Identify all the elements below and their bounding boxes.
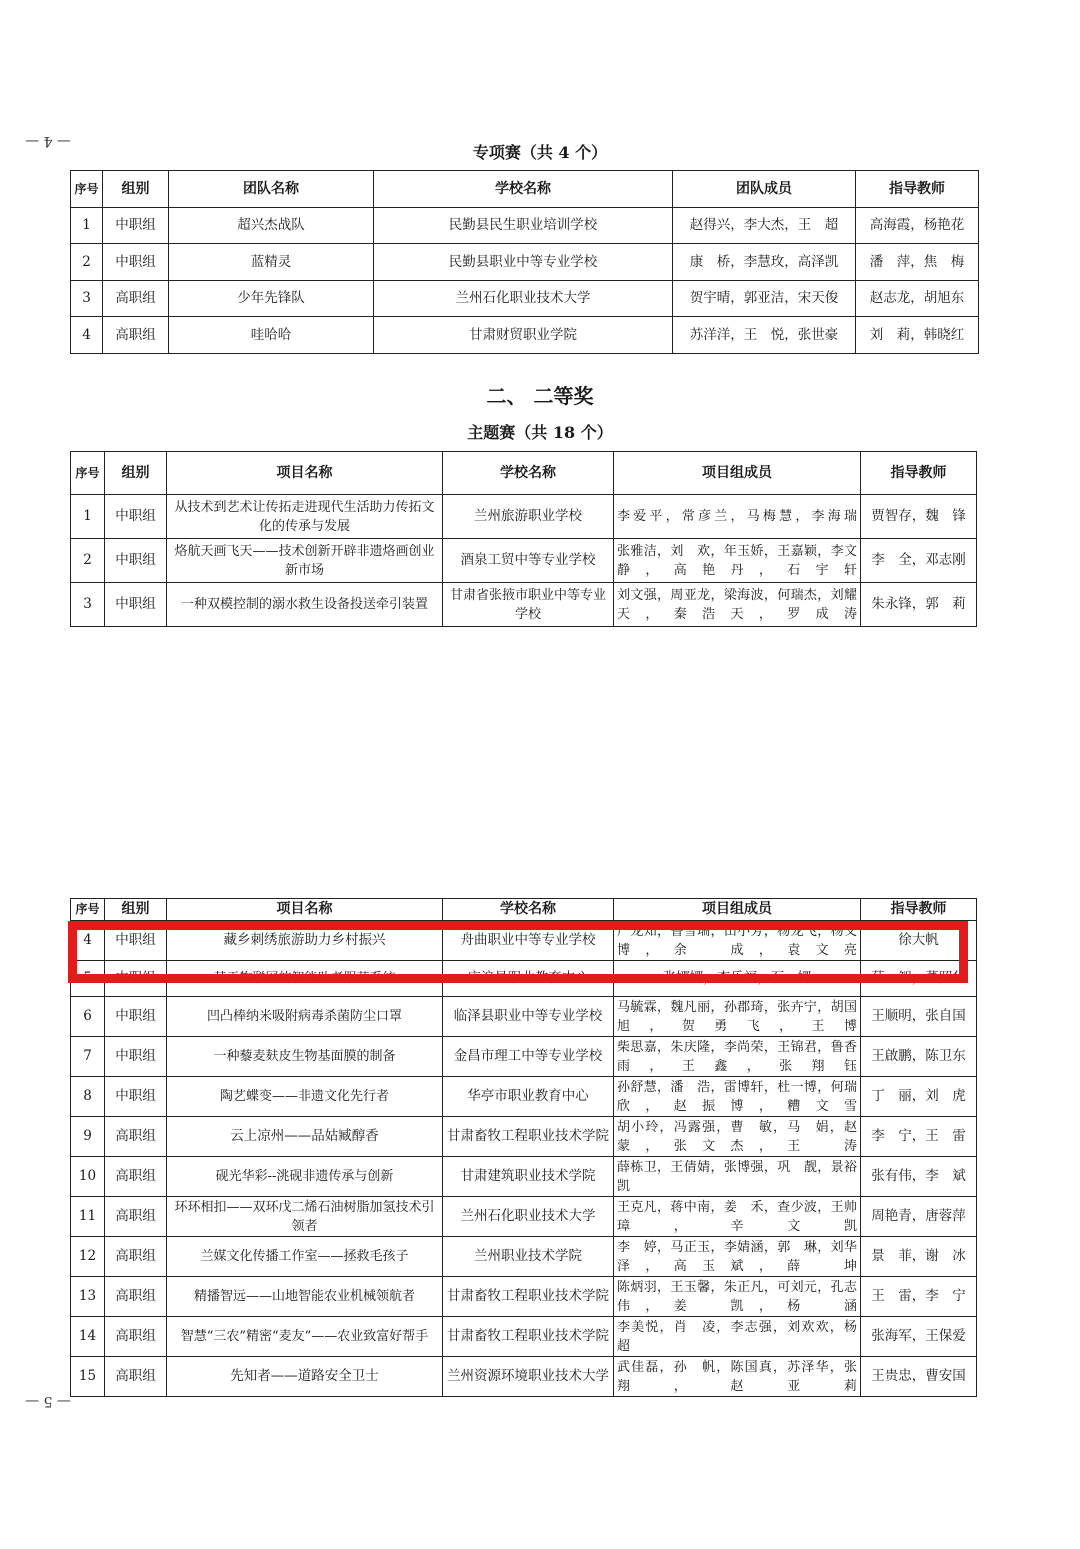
cell-teacher: 赵志龙，胡旭东 bbox=[856, 281, 979, 317]
cell-seq: 4 bbox=[71, 921, 105, 961]
table-row bbox=[71, 244, 979, 281]
cell-seq: 1 bbox=[71, 495, 105, 539]
cell-group: 中职组 bbox=[105, 961, 167, 997]
cell-project: 一种双模控制的溺水救生设备投送牵引装置 bbox=[167, 583, 443, 627]
cell-group: 高职组 bbox=[105, 1237, 167, 1277]
cell-seq: 11 bbox=[71, 1197, 105, 1237]
cell-teacher: 高海霞，杨艳花 bbox=[856, 208, 979, 244]
cell-school: 庄浪县职业教育中心 bbox=[443, 961, 614, 997]
table-row bbox=[71, 1357, 977, 1397]
cell-teacher: 贾智存，魏 锋 bbox=[861, 495, 977, 539]
cell-group: 中职组 bbox=[105, 539, 167, 583]
cell-project: 从技术到艺术让传拓走进现代生活助力传拓文化的传承与发展 bbox=[167, 495, 443, 539]
cell-school: 甘肃财贸职业学院 bbox=[374, 317, 673, 354]
header-group: 组别 bbox=[105, 899, 167, 921]
cell-group: 高职组 bbox=[105, 1117, 167, 1157]
cell-seq: 3 bbox=[71, 583, 105, 627]
cell-school: 民勤县职业中等专业学校 bbox=[374, 244, 673, 281]
table-row bbox=[71, 281, 979, 317]
cell-project: 基于物联网的智能助老服药系统 bbox=[167, 961, 443, 997]
cell-seq: 10 bbox=[71, 1157, 105, 1197]
cell-members: 李 婷，马正玉，李婧涵，郭 琳，刘华泽，高玉斌，薛 坤 bbox=[614, 1237, 861, 1277]
theme-title: 主题赛（共 18 个） bbox=[467, 423, 613, 442]
cell-school: 兰州石化职业技术大学 bbox=[443, 1197, 614, 1237]
cell-group: 中职组 bbox=[103, 244, 169, 281]
cell-school: 华亭市职业教育中心 bbox=[443, 1077, 614, 1117]
cell-teacher: 薛 智，董照华 bbox=[861, 961, 977, 997]
header-project: 团队名称 bbox=[169, 171, 374, 208]
table-row bbox=[71, 1157, 977, 1197]
cell-members: 王克凡，蒋中南，姜 禾，查少波，王帅璋，辛文凯 bbox=[614, 1197, 861, 1237]
cell-group: 中职组 bbox=[105, 583, 167, 627]
cell-members: 马毓霖，魏凡丽，孙郡琦，张卉宁，胡国旭，贺勇飞，王博 bbox=[614, 997, 861, 1037]
cell-members: 薛栋卫，王倩婧，张博强，巩 靓，景裕凯 bbox=[614, 1157, 861, 1197]
page-number-top: — 4 — bbox=[25, 132, 71, 149]
cell-project: 烙航天画飞天——技术创新开辟非遗烙画创业新市场 bbox=[167, 539, 443, 583]
cell-teacher: 潘 萍，焦 梅 bbox=[856, 244, 979, 281]
cell-project: 砚光华彩--洮砚非遗传承与创新 bbox=[167, 1157, 443, 1197]
cell-seq: 3 bbox=[71, 281, 103, 317]
header-school: 学校名称 bbox=[374, 171, 673, 208]
cell-school: 金昌市理工中等专业学校 bbox=[443, 1037, 614, 1077]
cell-school: 兰州职业技术学院 bbox=[443, 1237, 614, 1277]
cell-group: 中职组 bbox=[105, 921, 167, 961]
cell-project: 少年先锋队 bbox=[169, 281, 374, 317]
table-row bbox=[71, 997, 977, 1037]
cell-teacher: 王 雷，李 宁 bbox=[861, 1277, 977, 1317]
header-members: 团队成员 bbox=[673, 171, 856, 208]
cell-project: 蓝精灵 bbox=[169, 244, 374, 281]
table-row bbox=[71, 1317, 977, 1357]
cell-project: 智慧“三农”精密“麦友”——农业致富好帮手 bbox=[167, 1317, 443, 1357]
header-members: 项目组成员 bbox=[614, 452, 861, 495]
cell-school: 甘肃畜牧工程职业技术学院 bbox=[443, 1117, 614, 1157]
cell-group: 中职组 bbox=[105, 495, 167, 539]
page-number-bottom: — 5 — bbox=[25, 1392, 71, 1409]
header-seq: 序号 bbox=[71, 452, 105, 495]
header-seq: 序号 bbox=[71, 171, 103, 208]
cell-school: 甘肃建筑职业技术学院 bbox=[443, 1157, 614, 1197]
table-row bbox=[71, 1277, 977, 1317]
cell-seq: 8 bbox=[71, 1077, 105, 1117]
cell-seq: 4 bbox=[71, 317, 103, 354]
header-school: 学校名称 bbox=[443, 452, 614, 495]
second-prize-title: 二、 二等奖 bbox=[486, 384, 594, 408]
table-row bbox=[71, 495, 977, 539]
cell-school: 兰州资源环境职业技术大学 bbox=[443, 1357, 614, 1397]
cell-teacher: 刘 莉，韩晓红 bbox=[856, 317, 979, 354]
header-group: 组别 bbox=[105, 452, 167, 495]
cell-school: 甘肃畜牧工程职业技术学院 bbox=[443, 1317, 614, 1357]
header-project: 项目名称 bbox=[167, 899, 443, 921]
cell-seq: 2 bbox=[71, 539, 105, 583]
cell-group: 中职组 bbox=[105, 1037, 167, 1077]
cell-project: 凹凸棒纳米吸附病毒杀菌防尘口罩 bbox=[167, 997, 443, 1037]
cell-group: 高职组 bbox=[105, 1317, 167, 1357]
table-row bbox=[71, 1077, 977, 1117]
cell-seq: 13 bbox=[71, 1277, 105, 1317]
header-seq: 序号 bbox=[71, 899, 105, 921]
cell-members: 张雅洁，刘 欢，年玉娇，王嘉颖，李文静，高艳丹，石宇轩 bbox=[614, 539, 861, 583]
cell-seq: 9 bbox=[71, 1117, 105, 1157]
table-row bbox=[71, 317, 979, 354]
cell-seq: 5 bbox=[71, 961, 105, 997]
cell-teacher: 朱永锋，郭 莉 bbox=[861, 583, 977, 627]
cell-school: 甘肃畜牧工程职业技术学院 bbox=[443, 1277, 614, 1317]
cell-school: 兰州石化职业技术大学 bbox=[374, 281, 673, 317]
cell-seq: 6 bbox=[71, 997, 105, 1037]
cell-project: 精播智远——山地智能农业机械领航者 bbox=[167, 1277, 443, 1317]
cell-project: 云上凉州——品姑臧醇香 bbox=[167, 1117, 443, 1157]
table-row bbox=[71, 208, 979, 244]
cell-teacher: 王贵忠，曹安国 bbox=[861, 1357, 977, 1397]
cell-teacher: 王啟鹏，陈卫东 bbox=[861, 1037, 977, 1077]
cell-school: 甘肃省张掖市职业中等专业学校 bbox=[443, 583, 614, 627]
header-teacher: 指导教师 bbox=[861, 452, 977, 495]
cell-project: 超兴杰战队 bbox=[169, 208, 374, 244]
cell-project: 兰媒文化传播工作室——拯救毛孩子 bbox=[167, 1237, 443, 1277]
cell-school: 临泽县职业中等专业学校 bbox=[443, 997, 614, 1037]
cell-members: 陈炳羽，王玉馨，朱正凡，可刘元，孔志伟，姜 凯，杨 涵 bbox=[614, 1277, 861, 1317]
cell-members: 张娜娜，李乐福，石 娜 bbox=[614, 961, 861, 997]
header-teacher: 指导教师 bbox=[861, 899, 977, 921]
cell-members: 武佳磊，孙 帆，陈国真，苏泽华，张 翔，赵亚莉 bbox=[614, 1357, 861, 1397]
theme-table-part1 bbox=[70, 451, 977, 627]
cell-members: 刘文强，周亚龙，梁海波，何瑞杰，刘耀天，秦浩天，罗成涛 bbox=[614, 583, 861, 627]
cell-members: 苏洋洋，王 悦，张世豪 bbox=[673, 317, 856, 354]
cell-seq: 14 bbox=[71, 1317, 105, 1357]
cell-members: 柴思嘉，朱庆隆，李尚荣，王锦君，鲁香雨，王鑫，张翔钰 bbox=[614, 1037, 861, 1077]
cell-group: 高职组 bbox=[103, 281, 169, 317]
cell-group: 高职组 bbox=[105, 1277, 167, 1317]
special-table bbox=[70, 170, 979, 354]
cell-teacher: 李 全，邓志刚 bbox=[861, 539, 977, 583]
table-row bbox=[71, 1037, 977, 1077]
cell-project: 先知者——道路安全卫士 bbox=[167, 1357, 443, 1397]
cell-members: 贺宇晴，郭亚洁，宋天俊 bbox=[673, 281, 856, 317]
cell-seq: 12 bbox=[71, 1237, 105, 1277]
header-school: 学校名称 bbox=[443, 899, 614, 921]
header-group: 组别 bbox=[103, 171, 169, 208]
special-title: 专项赛（共 4 个） bbox=[472, 143, 608, 162]
cell-seq: 7 bbox=[71, 1037, 105, 1077]
cell-teacher: 张海军，王保爱 bbox=[861, 1317, 977, 1357]
cell-group: 高职组 bbox=[105, 1197, 167, 1237]
cell-school: 民勤县民生职业培训学校 bbox=[374, 208, 673, 244]
cell-school: 酒泉工贸中等专业学校 bbox=[443, 539, 614, 583]
cell-project: 环环相扣——双环戊二烯石油树脂加氢技术引领者 bbox=[167, 1197, 443, 1237]
cell-group: 中职组 bbox=[103, 208, 169, 244]
table-row bbox=[71, 1117, 977, 1157]
table-row bbox=[71, 583, 977, 627]
cell-members: 李美悦，肖 凌，李志强，刘欢欢，杨 超 bbox=[614, 1317, 861, 1357]
cell-seq: 1 bbox=[71, 208, 103, 244]
cell-teacher: 张有伟，李 斌 bbox=[861, 1157, 977, 1197]
highlight-frame bbox=[68, 921, 968, 983]
cell-project: 一种藜麦麸皮生物基面膜的制备 bbox=[167, 1037, 443, 1077]
cell-members: 李爱平，常彦兰，马梅慧，李海瑞 bbox=[614, 495, 861, 539]
cell-members: 孙舒慧，潘 浩，雷博轩，杜一博，何瑞欣，赵振博，糟文雪 bbox=[614, 1077, 861, 1117]
cell-members: 胡小玲，冯露强，曹 敏，马 娟，赵 蒙，张文杰，王 涛 bbox=[614, 1117, 861, 1157]
cell-members: 康 桥，李慧玫，高泽凯 bbox=[673, 244, 856, 281]
cell-teacher: 李 宁，王 雷 bbox=[861, 1117, 977, 1157]
cell-project: 陶艺蝶变——非遗文化先行者 bbox=[167, 1077, 443, 1117]
cell-group: 高职组 bbox=[105, 1357, 167, 1397]
cell-teacher: 周艳青，唐蓉萍 bbox=[861, 1197, 977, 1237]
cell-group: 中职组 bbox=[105, 997, 167, 1037]
table-row bbox=[71, 1237, 977, 1277]
cell-group: 高职组 bbox=[105, 1157, 167, 1197]
cell-group: 高职组 bbox=[103, 317, 169, 354]
table-row bbox=[71, 539, 977, 583]
cell-seq: 15 bbox=[71, 1357, 105, 1397]
cell-teacher: 王顺明，张自国 bbox=[861, 997, 977, 1037]
cell-teacher: 丁 丽，刘 虎 bbox=[861, 1077, 977, 1117]
cell-school: 兰州旅游职业学校 bbox=[443, 495, 614, 539]
header-members: 项目组成员 bbox=[614, 899, 861, 921]
table-row bbox=[71, 1197, 977, 1237]
cell-project: 哇哈哈 bbox=[169, 317, 374, 354]
cell-seq: 2 bbox=[71, 244, 103, 281]
cell-members: 赵得兴，李大杰，王 超 bbox=[673, 208, 856, 244]
cell-teacher: 景 菲，谢 冰 bbox=[861, 1237, 977, 1277]
cell-group: 中职组 bbox=[105, 1077, 167, 1117]
header-teacher: 指导教师 bbox=[856, 171, 979, 208]
cell-project: 藏乡刺绣旅游助力乡村振兴 bbox=[167, 921, 443, 961]
cell-members: 严龙知，鲁雪瑞，田小芳，杨龙飞，杨文博，余 成，袁文亮 bbox=[614, 921, 861, 961]
header-project: 项目名称 bbox=[167, 452, 443, 495]
cell-school: 舟曲职业中等专业学校 bbox=[443, 921, 614, 961]
cell-teacher: 徐大帆 bbox=[861, 921, 977, 961]
